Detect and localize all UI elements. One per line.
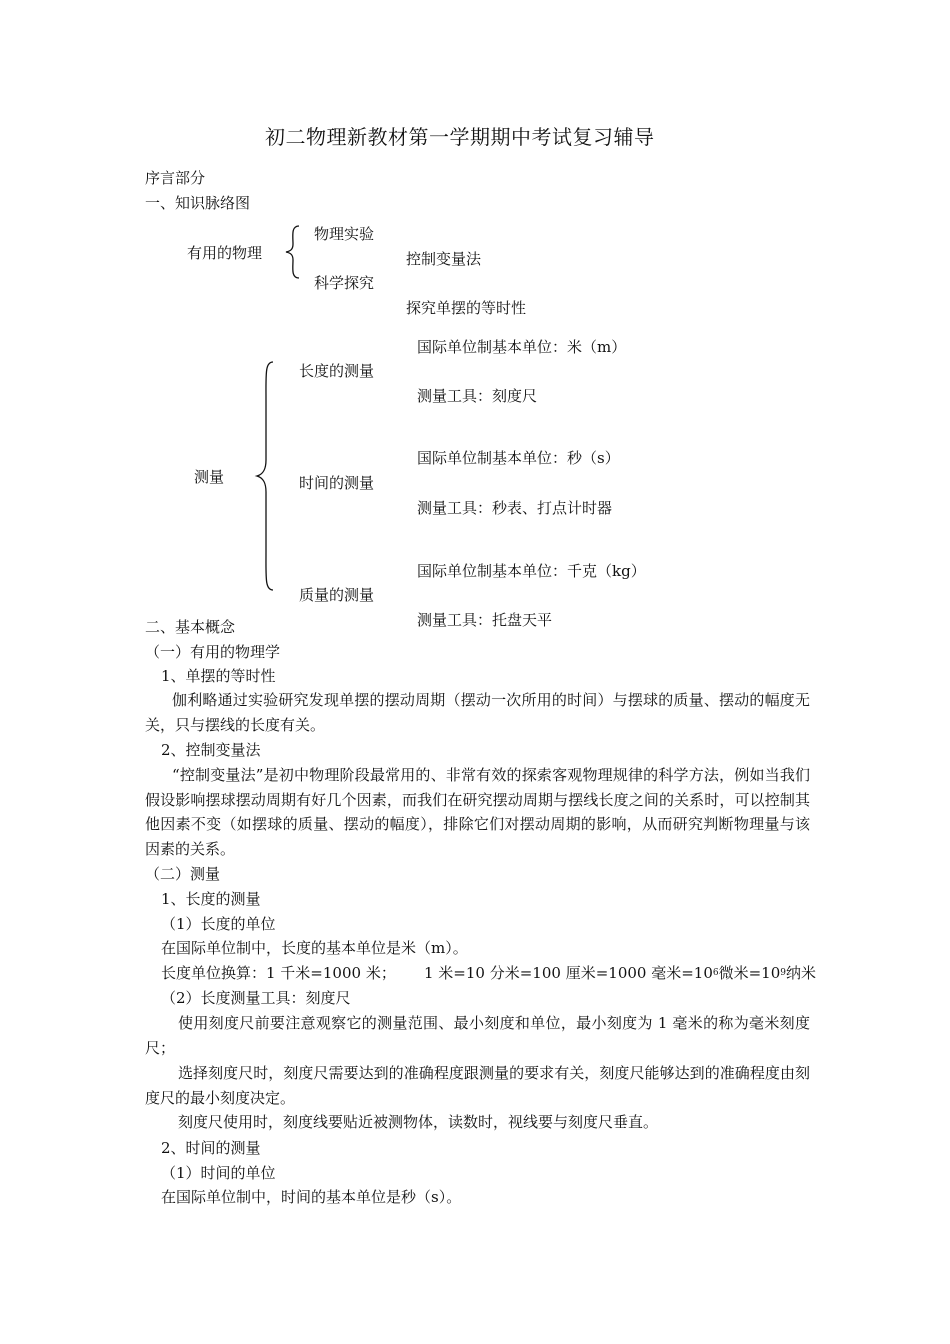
conversion-exp-9: 9 <box>780 968 786 978</box>
map-mass-unit: 国际单位制基本单位：千克（kg） <box>417 562 646 580</box>
item-length-tool: （2）长度测量工具：刻度尺 <box>161 989 351 1007</box>
map-time-tool: 测量工具：秒表、打点计时器 <box>417 499 613 517</box>
paragraph-ruler-use: 刻度尺使用时，刻度线要贴近被测物体，读数时，视线要与刻度尺垂直。 <box>178 1113 659 1131</box>
paragraph-ruler-observe: 使用刻度尺前要注意观察它的测量范围、最小刻度和单位，最小刻度为 1 毫米的称为毫米刻度尺； <box>145 1014 810 1057</box>
conversion-part-b: 微米=10 <box>718 964 781 982</box>
map-control-variable: 控制变量法 <box>406 250 482 268</box>
brace-large-icon <box>253 360 277 592</box>
map-time-unit: 国际单位制基本单位：秒（s） <box>417 449 620 467</box>
map-useful-root: 有用的物理 <box>187 244 263 262</box>
paragraph-control-variable: “控制变量法”是初中物理阶段最常用的、非常有效的探索客观物理规律的科学方法，例如当我们假设影响摆球摆动周期有好几个因素，而我们在研究摆动周期与摆线长度之间的关系时，可以控制其他因素不变（如摆球的质量、摆动的幅度），排除它们对摆动周期的影响，从而研究判断物理量与该因素的关系。 <box>145 766 810 858</box>
map-measure-root: 测量 <box>194 468 225 486</box>
text-conversion-left: 长度单位换算：1 千米=1000 米； <box>161 964 396 982</box>
brace-small-icon <box>283 224 303 280</box>
text-conversion-right <box>424 963 816 983</box>
conversion-part-c: 纳米 <box>786 964 817 982</box>
item-control-variable: 2、控制变量法 <box>161 741 261 759</box>
map-mass: 质量的测量 <box>299 586 375 604</box>
subsection-useful-physics: （一）有用的物理学 <box>145 643 281 661</box>
item-length-unit: （1）长度的单位 <box>161 915 276 933</box>
subsection-measurement: （二）测量 <box>145 865 221 883</box>
text-length-unit: 在国际单位制中，长度的基本单位是米（m）。 <box>161 939 468 957</box>
page-title: 初二物理新教材第一学期期中考试复习辅导 <box>265 125 655 149</box>
conversion-exp-6: 6 <box>712 968 719 978</box>
text-time-unit: 在国际单位制中，时间的基本单位是秒（s）。 <box>161 1188 462 1206</box>
conversion-part-a: 1 米=10 分米=100 厘米=1000 毫米=10 <box>424 964 713 982</box>
paragraph-pendulum: 伽利略通过实验研究发现单摆的摆动周期（摆动一次所用的时间）与摆球的质量、摆动的幅度无关，只与摆线的长度有关。 <box>145 691 810 734</box>
map-pendulum: 探究单摆的等时性 <box>406 299 527 317</box>
map-scientific-inquiry: 科学探究 <box>314 274 375 292</box>
item-length-measurement: 1、长度的测量 <box>161 890 261 908</box>
item-pendulum: 1、单摆的等时性 <box>161 667 276 685</box>
map-length-tool: 测量工具：刻度尺 <box>417 387 538 405</box>
section-knowledge-map: 一、知识脉络图 <box>145 194 251 212</box>
map-physics-experiment: 物理实验 <box>314 225 375 243</box>
map-time: 时间的测量 <box>299 474 375 492</box>
paragraph-ruler-select: 选择刻度尺时，刻度尺需要达到的准确程度跟测量的要求有关，刻度尺能够达到的准确程度由刻度尺的最小刻度决定。 <box>145 1064 810 1107</box>
item-time-measurement: 2、时间的测量 <box>161 1139 261 1157</box>
map-mass-tool: 测量工具：托盘天平 <box>417 611 553 629</box>
section-basic-concepts: 二、基本概念 <box>145 618 236 636</box>
preface-heading: 序言部分 <box>145 169 206 187</box>
map-length: 长度的测量 <box>299 362 375 380</box>
map-length-unit: 国际单位制基本单位：米（m） <box>417 338 627 356</box>
item-time-unit: （1）时间的单位 <box>161 1164 276 1182</box>
